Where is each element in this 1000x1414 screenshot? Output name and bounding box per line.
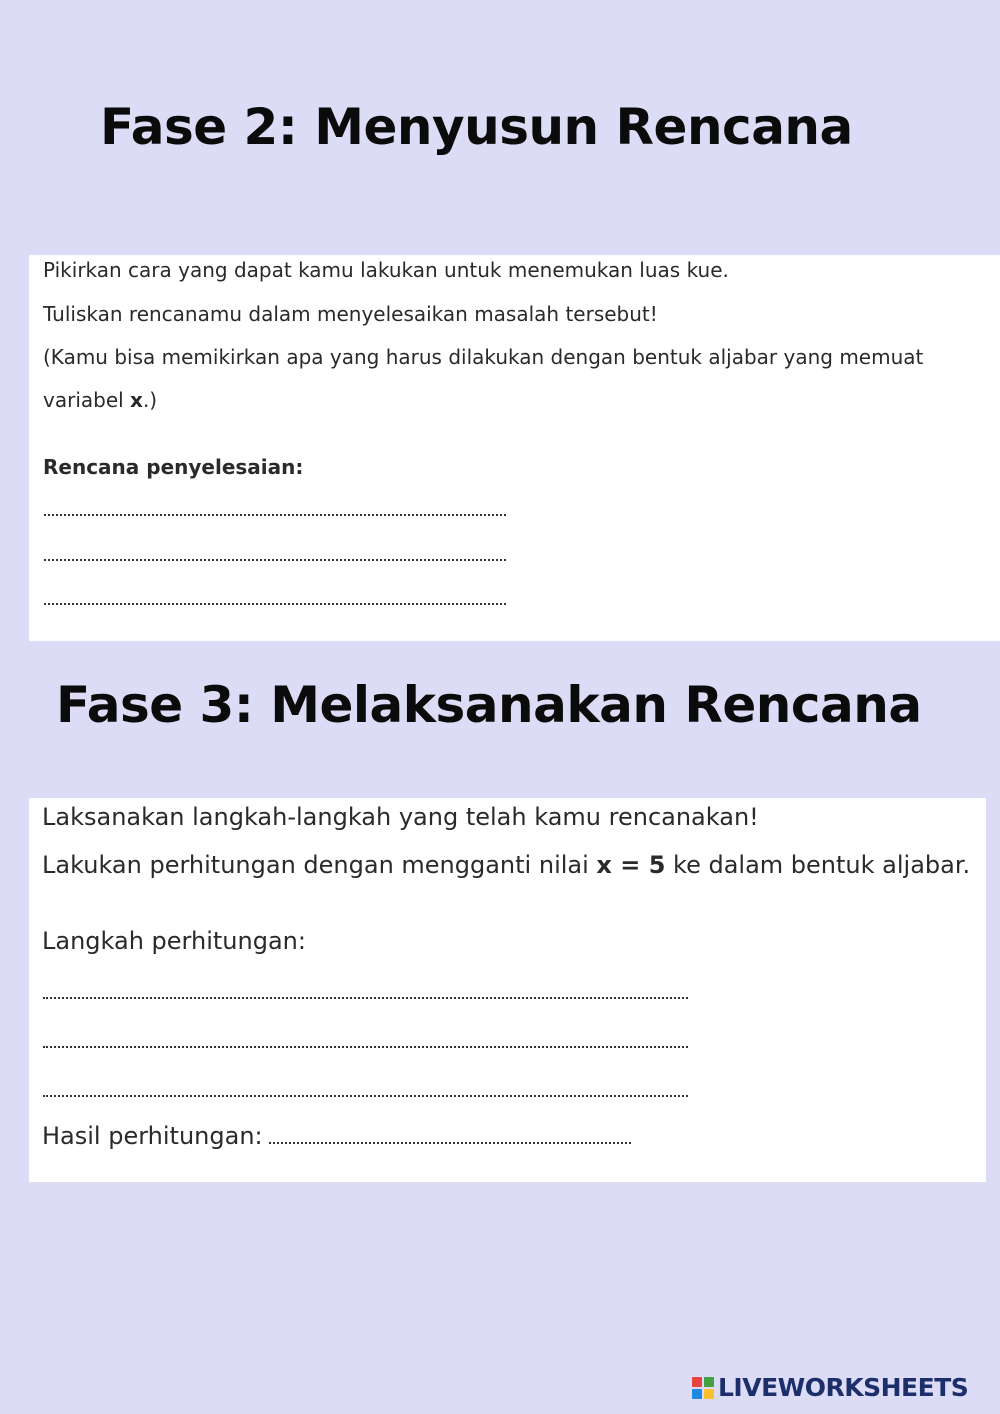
logo-square [692, 1389, 702, 1399]
variable-name: x [130, 388, 143, 412]
instruction-prefix: Lakukan perhitungan dengan mengganti nilai [42, 851, 597, 879]
logo-square [704, 1377, 714, 1387]
answer-line[interactable] [44, 559, 506, 561]
result-row [42, 1122, 631, 1150]
instruction-line: Tuliskan rencanamu dalam menyelesaikan masalah tersebut! [43, 302, 658, 326]
answer-line[interactable] [43, 997, 688, 999]
answer-line[interactable] [44, 603, 506, 605]
answer-line[interactable] [44, 514, 506, 516]
result-label: Hasil perhitungan: [42, 1122, 263, 1150]
answer-line[interactable] [43, 1095, 688, 1097]
instruction-line: Pikirkan cara yang dapat kamu lakukan untuk menemukan luas kue. [43, 258, 729, 282]
instruction-line [43, 388, 157, 412]
logo-square [704, 1389, 714, 1399]
steps-label: Langkah perhitungan: [42, 927, 306, 955]
phase-2-title: Fase 2: Menyusun Rencana [100, 98, 853, 156]
phase-3-title: Fase 3: Melaksanakan Rencana [56, 676, 922, 734]
result-answer-line[interactable] [269, 1142, 631, 1144]
x-value: x = 5 [596, 851, 666, 879]
phase-3-panel [29, 798, 986, 1182]
instruction-line [42, 851, 970, 879]
plan-label: Rencana penyelesaian: [43, 455, 304, 479]
instruction-suffix: ke dalam bentuk aljabar. [665, 851, 971, 879]
phase-2-panel [29, 255, 1000, 641]
logo-mark-icon [692, 1377, 714, 1399]
logo-text: LIVEWORKSHEETS [718, 1373, 969, 1402]
logo-square [692, 1377, 702, 1387]
instruction-line: (Kamu bisa memikirkan apa yang harus dilakukan dengan bentuk aljabar yang memuat [43, 345, 924, 369]
variable-prefix: variabel [43, 388, 131, 412]
answer-line[interactable] [43, 1046, 688, 1048]
variable-suffix: .) [142, 388, 158, 412]
instruction-line: Laksanakan langkah-langkah yang telah kamu rencanakan! [42, 803, 759, 831]
liveworksheets-logo [692, 1373, 968, 1402]
